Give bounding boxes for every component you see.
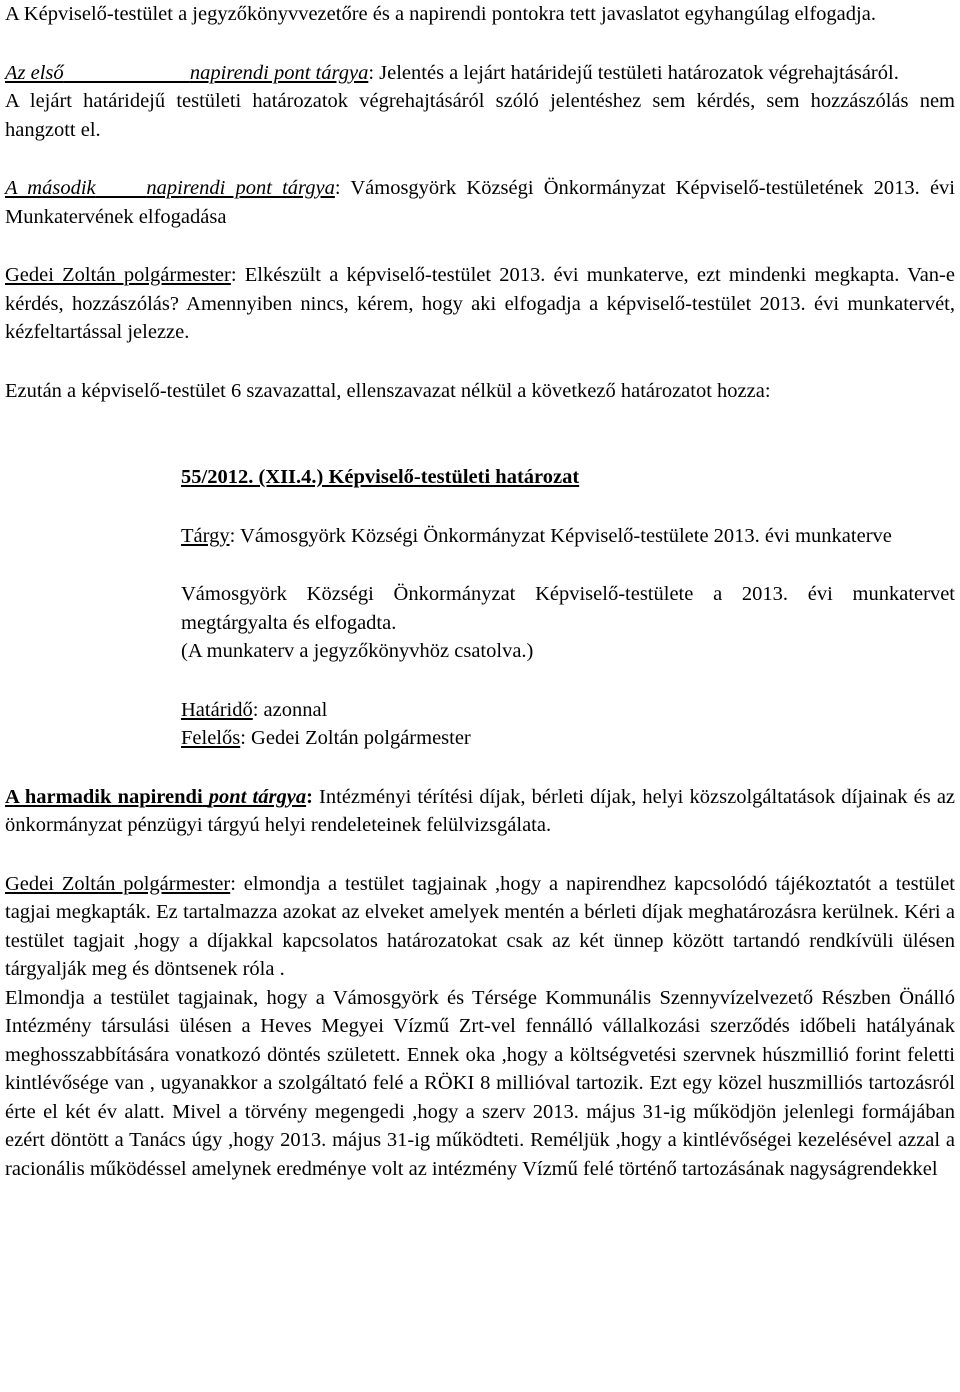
agenda-item-3-label: A harmadik napirendi pont tárgya (5, 785, 307, 808)
resolution-responsible: Felelős: Gedei Zoltán polgármester (181, 727, 471, 749)
resolution-title: 55/2012. (XII.4.) Képviselő-testületi határozat (181, 466, 580, 488)
agenda-item-2-title: Vámosgyörk Községi Önkormányzat Képviselő-testületének 2013. évi Munkatervének elfogadása (5, 177, 956, 228)
agenda-item-2: A második napirendi pont tárgya: Vámosgyörk Községi Önkormányzat Képviselő-testületének 2013. évi Munkatervének elfogadása (5, 177, 956, 228)
agenda-item-3: A harmadik napirendi pont tárgya: Intézményi térítési díjak, bérleti díjak, helyi közszolgáltatások díjainak és az önkormányzat pénzügyi tárgyú helyi rendeleteinek felülvizsgálata. (5, 785, 956, 836)
speaker-name: Gedei Zoltán polgármester (5, 872, 231, 895)
resolution-subject: Tárgy: Vámosgyörk Községi Önkormányzat Képviselő-testülete 2013. évi munkaterve (181, 524, 892, 547)
agenda-item-3-title: Intézményi térítési díjak, bérleti díjak, helyi közszolgáltatások díjainak és az önkormányzat pénzügyi tárgyú helyi rendeleteinek felülvizsgálata. (5, 785, 956, 836)
agenda-item-2-label: A második napirendi pont tárgya (5, 177, 335, 199)
speaker-name: Gedei Zoltán polgármester (5, 264, 231, 286)
agenda-item-1: Az első napirendi pont tárgya: Jelentés a lejárt határidejű testületi határozatok végrehajtásáról. (5, 61, 899, 84)
intro-paragraph: A Képviselő-testület a jegyzőkönyvvezetőre és a napirendi pontokra tett javaslatot egyhangúlag elfogadja. (5, 3, 876, 25)
mayor-speech-1: Gedei Zoltán polgármester: Elkészült a képviselő-testület 2013. évi munkaterve, ezt mindenki megkapta. Van-e kérdés, hozzászólás? Amennyiben nincs, kérem, hogy aki elfogadja a képviselő-testület 2013. évi munkatervét, kézfeltartással jelezze. (5, 264, 955, 343)
agenda-item-1-label: Az első napirendi pont tárgya (5, 61, 369, 84)
agenda-item-1-text: A lejárt határidejű testületi határozatok végrehajtásáról szóló jelentéshez sem kérdés, sem hozzászólás nem hangzott el. (5, 90, 955, 141)
vote-statement: Ezután a képviselő-testület 6 szavazattal, ellenszavazat nélkül a következő határozatot hozza: (5, 379, 771, 402)
document-page (5, 0, 955, 1183)
mayor-speech-3: Elmondja a testület tagjainak, hogy a Vámosgyörk és Térsége Kommunális Szennyvízelvezető Részben Önálló Intézmény társulási ülésen a Heves Megyei Vízmű Zrt-vel fennálló vállalkozási szerződés időbeli hatályának meghosszabbítására vonatkozó döntés született. Ennek oka ,hogy a költségvetési szervnek húszmillió forint feletti kintlévősége van , ugyanakkor a szolgáltató felé a RÖKI 8 millióval tartozik. Ezt egy közel huszmilliós tartozásról érte el két év alatt. Mivel a törvény megengedi ,hogy a szerv 2013. május 31-ig működjön jelenlegi formájában ezért döntött a Tanács úgy ,hogy 2013. május 31-ig működteti. Reméljük ,hogy a kintlévőségei kezelésével azzal a racionális működéssel amelynek eredménye volt az intézmény Vízmű felé történő tartozásának nagyságrendekkel (5, 986, 955, 1180)
resolution-deadline: Határidő: azonnal (181, 698, 328, 721)
resolution-body: Vámosgyörk Községi Önkormányzat Képviselő-testülete a 2013. évi munkatervet megtárgyalta és elfogadta. (181, 583, 955, 634)
resolution-note: (A munkaterv a jegyzőkönyvhöz csatolva.) (181, 640, 534, 662)
agenda-item-1-title: Jelentés a lejárt határidejű testületi határozatok végrehajtásáról. (374, 61, 899, 84)
mayor-speech-2: Gedei Zoltán polgármester: elmondja a testület tagjainak ,hogy a napirendhez kapcsolódó tájékoztatót a testület tagjai megkapták. Ez tartalmazza azokat az elveket amelyek mentén a bérleti díjak meghatározásra kerülnek. Kéri a testület tagjait ,hogy a díjakkal kapcsolatos határozatokat csak az két ünnep között tartandó rendkívüli ülésen tárgyalják meg és döntsenek róla . (5, 872, 955, 980)
